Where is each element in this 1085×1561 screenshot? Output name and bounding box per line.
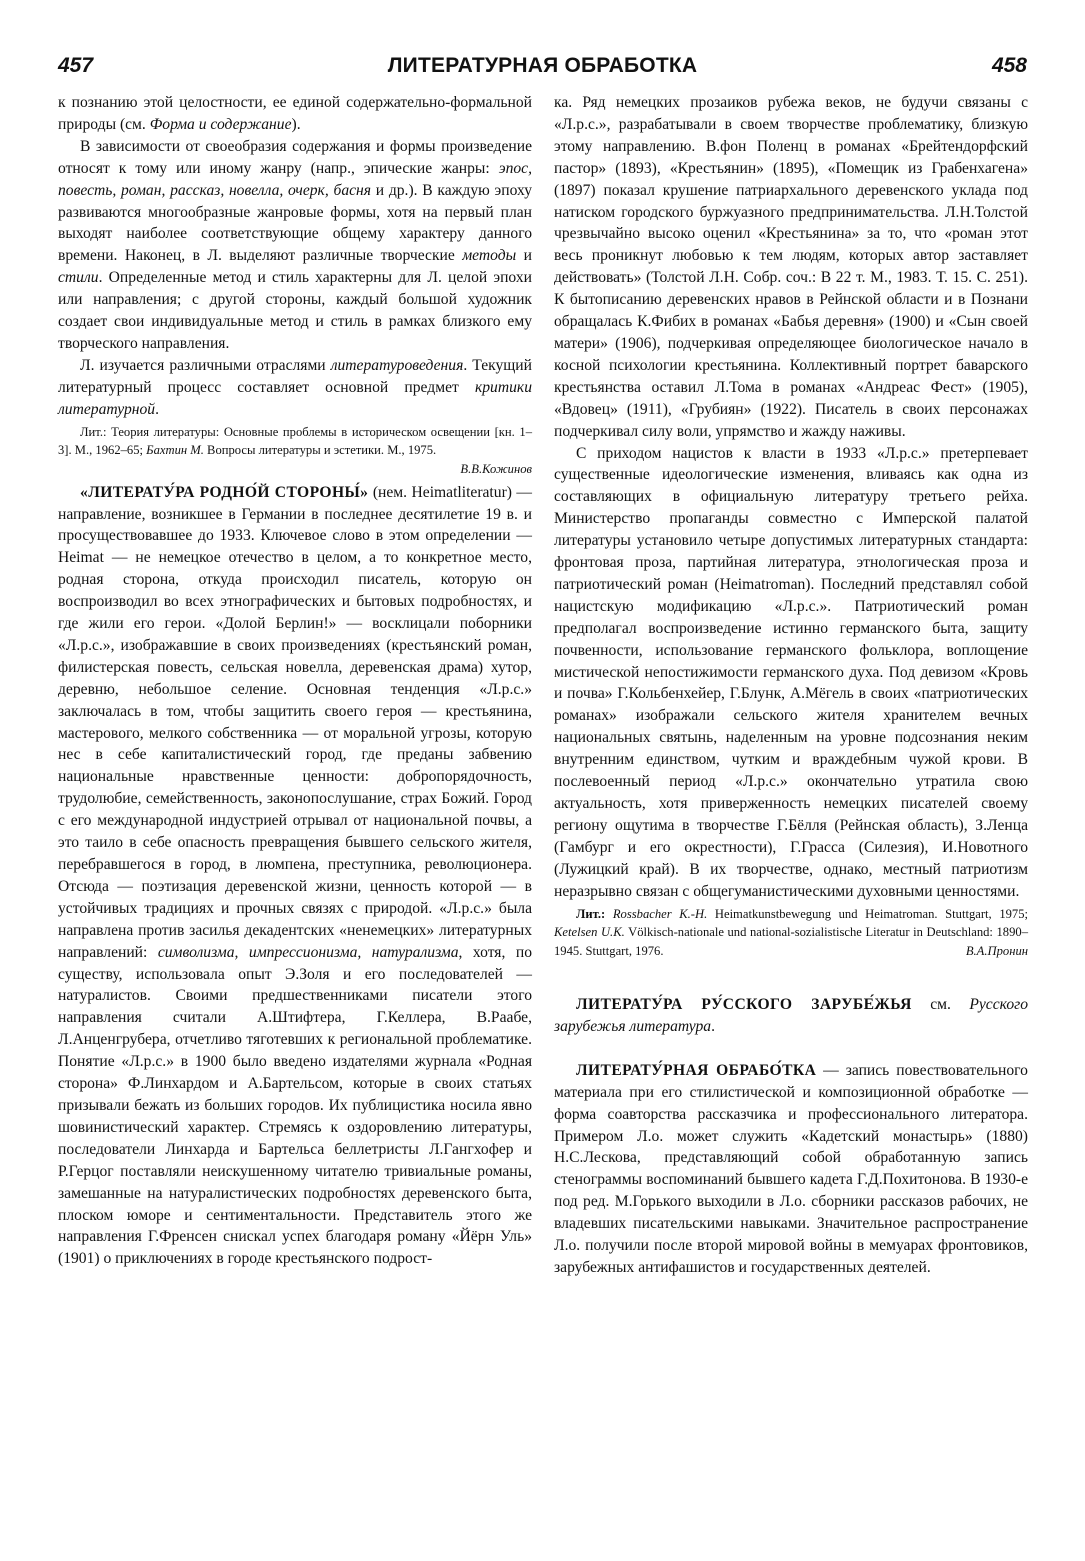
text: .	[155, 400, 159, 418]
text: . Текущий литературный процесс составляет основной предмет	[58, 356, 532, 396]
cross-reference: критики литературной	[58, 378, 532, 418]
text: Heimatkunstbewegung und Heimatroman. Stuttgart, 1975;	[707, 906, 1029, 921]
text: ).	[291, 115, 301, 133]
running-header	[58, 54, 1027, 88]
cross-reference: Форма и содержание	[149, 115, 292, 133]
text: , хотя, по существу, использовала опыт Э.Золя и его последователей — натуралистов. Своими предшественниками писатели этого направления считали А.Штифтера, Г.Келлера, В.Раабе, Л.Анценгрубера, отчетливо тяготевших к региональной проблематике. Понятие «Л.р.с.» в 1900 было введено издателями журнала «Родная сторона» Ф.Линхардом и А.Бартельсом, которые в своих статьях призывали бежать из больших городов. Их публицистика носила явно шовинистический характер. Стремясь к оздоровлению литературы, последователи Линхарда и Бартельса беллетристы Л.Гангхофер и Р.Герцог поставляли неискушенному читателю тривиальные романы, замешанные на натуралистических подробностях деревенского быта, плоском юморе и сентиментальности. Представитель этого же направления Г.Френсен снискал успех благодаря роману «Йёрн Уль» (1901) о приключениях в городе крестьянского подрост-	[58, 943, 532, 1268]
bibliography-label: Лит.:	[576, 906, 613, 921]
entry-headword: «ЛИТЕРАТУ́РА РОДНО́Й СТОРОНЫ́»	[80, 483, 369, 501]
author-name: Rossbacher K.-H.	[612, 906, 708, 921]
text: . Определенные метод и стиль характерны для Л. целой эпохи или направления; с другой стороны, каждый большой художник создает свои индивидуальные метод и стиль в рамках близкого ему творческого направления.	[58, 269, 532, 352]
paragraph	[58, 136, 532, 355]
bibliography	[58, 423, 532, 476]
text: Лит.: Теория литературы: Основные проблемы в историческом освещении [кн. 1–3]. М., 1962–65;	[58, 424, 532, 458]
entry-literary-processing	[554, 1060, 1028, 1279]
cross-reference: Русского зарубежья литература	[554, 996, 1028, 1035]
running-title: ЛИТЕРАТУРНАЯ ОБРАБОТКА	[387, 54, 698, 77]
text: .	[711, 1017, 715, 1035]
page-number-right: 458	[991, 54, 1027, 77]
cross-reference: стили	[58, 269, 99, 287]
text: Völkisch-nationale und national-sozialistische Literatur in Deutschland: 1890–1945. Stuttgart, 1976.	[554, 925, 1028, 958]
paragraph: ка. Ряд немецких прозаиков рубежа веков, не будучи связаны с «Л.р.с.», разрабатывали в своем творчестве проблематику, близкую этому направлению. В.фон Поленц в романах «Брейтендорфский пастор» (1893), «Крестьянин» (1895), «Помещик из Грабенхагена» (1897) показал крушение патриархального деревенского уклада под натиском городского буржуазного предпринимательства. Л.Н.Толстой чрезвычайно высоко оценил «Крестьянина» за то, что «роман этот весь проникнут любовью к тем людям, которых автор заставляет действовать» (Толстой Л.Н. Собр. соч.: В 22 т. М., 1983. Т. 15. С. 251). К бытописанию деревенских нравов в Рейнской области и в Познани обращалась К.Фибих в романах «Бабья деревня» (1900) и «Сын своей матери» (1906), подчеркивая определяющее биологическое начало в косной психологии крестьянина. Коллективный портрет баварского крестьянства оставил Л.Тома в романах «Андреас Фест» (1905), «Вдовец» (1911), «Грубиян» (1922). Писатель в своих персонажах подчеркивал силу воли, упрямство и жажду наживы.	[554, 94, 1028, 440]
text: Л. изучается различными отраслями	[80, 356, 331, 374]
author-name: Бахтин М.	[146, 443, 204, 458]
text: (нем. Heimatliteratur) — направление, возникшее в Германии в последнее десятилетие 19 в. и просуществовавшее до 1933. Ключевое слово в этом определении — Heimat — не немецкое отечество в целом, а то конкретное место, родная сторона, откуда происходил писатель, которую он воспроизводил во всех этнографических и бытовых подробностях, и где жили его герои. «Долой Берлин!» — восклицали поборники «Л.р.с.», изображавшие в своих произведениях (крестьянский роман, филистерская повесть, сельская новелла, деревенская драма) хутор, деревню, небольшое селение. Основная тенденция «Л.р.с.» заключалась в том, чтобы защитить своего героя — крестьянина, мастерового, мелкого собственника — от моральной угрозы, которую нес в себе капиталистический город, где преданы забвению национальные нравственные ценности: добропорядочность, трудолюбие, семейственность, законопослушание, страх Божий. Город с его международной индустрией отрывал от национальной почвы, а это таило в себе опасность превращения бывшего сельского жителя, перебравшегося в город, в люмпена, преступника, революционера. Отсюда — поэтизация деревенской жизни, ценность которой — в устойчивых традициях и прочных связях с природой. «Л.р.с.» была направлена против засилья декадентских «ненемецких» литературных направлений:	[58, 483, 532, 961]
page-number-left: 457	[58, 54, 94, 77]
text: и	[516, 247, 532, 265]
entry-literature-of-native-side	[58, 482, 532, 1271]
cross-reference: методы	[462, 247, 517, 265]
text: В зависимости от своеобразия содержания и формы произведение относят к тому или иному жанру (напр., эпические жанры:	[58, 137, 532, 177]
text: см.	[911, 996, 970, 1014]
paragraph	[58, 355, 532, 421]
author-signature: В.А.Пронин	[965, 943, 1028, 958]
text: Вопросы литературы и эстетики. М., 1975.	[203, 443, 437, 458]
right-column	[554, 92, 1028, 1279]
cross-reference: литературоведения	[330, 356, 464, 374]
paragraph: С приходом нацистов к власти в 1933 «Л.р.с.» претерпевает существенные идеологические изменения, вливаясь как одна из составляющих в официальную литературу третьего рейха. Министерство пропаганды совместно с Имперской палатой литературы установило четыре допустимых литературных стандарта: фронтовая проза, партийная литература, этнологическая проза и патриотический роман (Heimatroman). Последний представлял собой нацистскую модификацию «Л.р.с.». Патриотический роман предполагал воспроизведение истинно германского быта, защиту почвенности, использование германского фольклора, воплощение мистической непостижимости германского духа. Под девизом «Кровь и почва» Г.Кольбенхейер, Г.Блунк, А.Мёгель в своих «патриотических романах» изображали сельского жителя хранителем вечных национальных святынь, наделенным на уровне подсознания неким внутренним единством, чутким и враждебным чужой крови. В послевоенный период «Л.р.с.» окончательно утратила свою актуальность, хотя приверженность немецких писателей своему региону ощутима в творчестве Г.Бёлля (Рейнская область), З.Ленца (Гамбург и его окрестности), Г.Грасса (Силезия), И.Новотного (Лужицкий край). В их творчестве, однако, местный патриотизм неразрывно связан с общегуманистическими духовными ценностями.	[554, 444, 1028, 900]
author-signature: В.В.Кожинов	[460, 461, 532, 476]
paragraph	[58, 92, 532, 136]
cross-reference: символизма, импрессионизма, натурализма	[157, 943, 459, 961]
entry-headword: ЛИТЕРАТУ́РА РУ́ССКОГО ЗАРУБЕ́ЖЬЯ	[576, 996, 912, 1014]
entry-russian-emigre-literature	[554, 994, 1028, 1038]
author-name: Ketelsen U.K.	[554, 925, 625, 940]
text: и др.). В каждую эпоху развиваются многообразные жанровые формы, хотя на первый план выходят наиболее соответствующие общему характеру данного времени. Наконец, в Л. выделяют различные творческие	[58, 181, 532, 265]
left-column	[58, 92, 532, 1270]
genre-list: эпос, повесть, роман, рассказ, новелла, очерк, басня	[58, 159, 532, 199]
entry-headword: ЛИТЕРАТУ́РНАЯ ОБРАБО́ТКА	[576, 1061, 817, 1079]
text: — запись повествовательного материала при его стилистической и композиционной обработке — форма соавторства рассказчика и профессионального литератора. Примером Л.о. может служить «Кадетский монастырь» (1880) Н.С.Лескова, представляющий собой обработанную запись стенограммы воспоминаний бывшего кадета Г.Д.Похитонова. В 1930-е под ред. М.Горького выходили в Л.о. сборники рассказов рабочих, не владевших писательскими навыками. Значительное распространение Л.о. получили после второй мировой войны в мемуарах фронтовиков, зарубежных антифашистов и государственных деятелей.	[554, 1061, 1028, 1276]
bibliography	[554, 905, 1028, 961]
text: к познанию этой целостности, ее единой содержательно-формальной природы (см.	[58, 94, 532, 133]
